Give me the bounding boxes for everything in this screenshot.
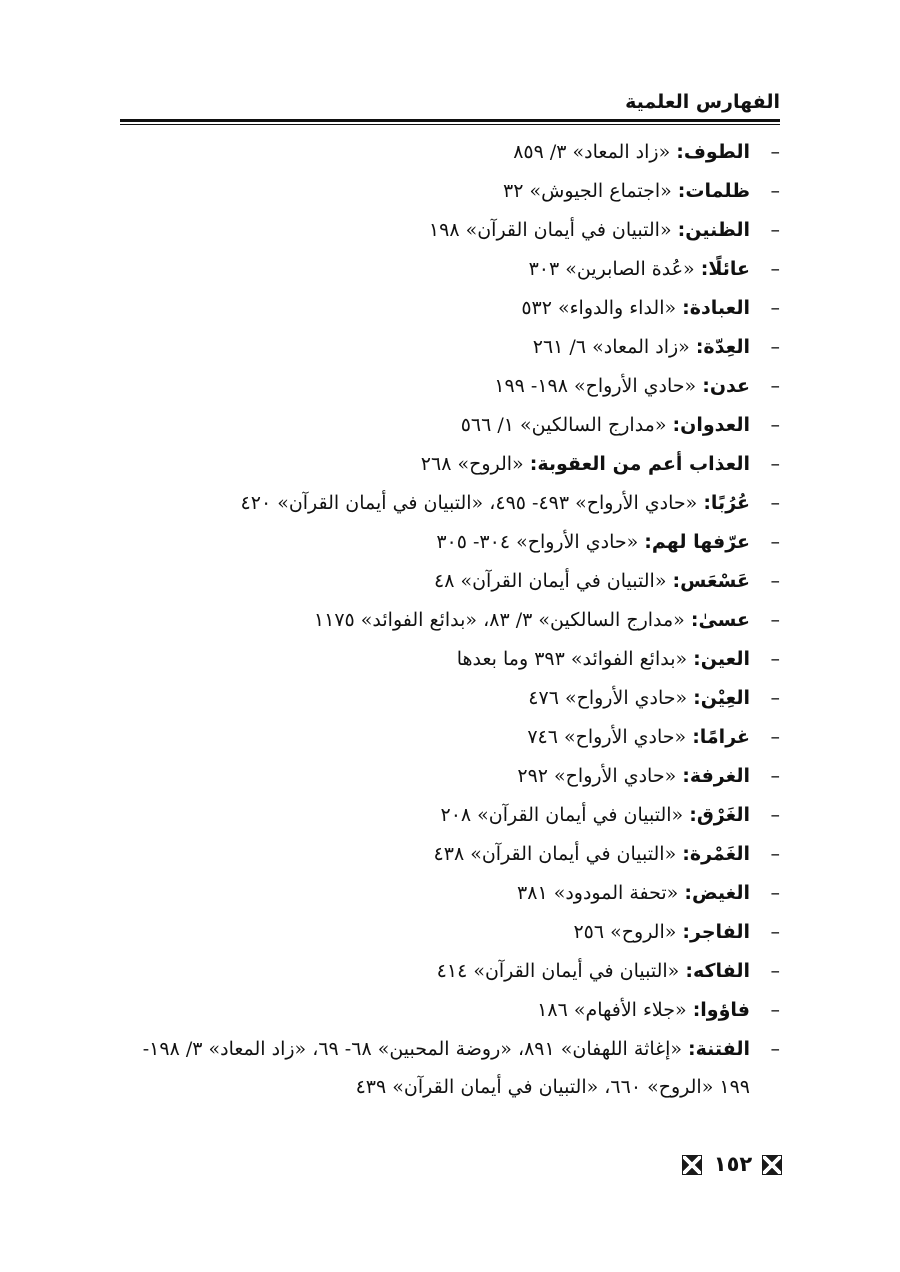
entry-dash: – — [770, 180, 780, 202]
index-entry — [110, 328, 780, 367]
entry-reference: «حادي الأرواح» ١٩٨- ١٩٩ — [494, 375, 703, 397]
entry-dash: – — [770, 297, 780, 319]
index-entry — [110, 562, 780, 601]
entry-term: عَسْعَس: — [672, 570, 750, 592]
entry-reference: «مدارج السالكين» ٣/ ٨٣، «بدائع الفوائد» ١١٧٥ — [313, 609, 691, 631]
index-entry — [110, 445, 780, 484]
entry-dash: – — [770, 336, 780, 358]
entry-reference: «زاد المعاد» ٦/ ٢٦١ — [532, 336, 696, 358]
entry-dash: – — [770, 531, 780, 553]
entry-term: فاؤوا: — [692, 999, 750, 1021]
entry-reference: «التبيان في أيمان القرآن» ٤٨ — [434, 570, 673, 592]
index-entry — [110, 211, 780, 250]
entry-dash: – — [770, 882, 780, 904]
entry-reference: «إغاثة اللهفان» ٨٩١، «روضة المحبين» ٦٨- ٦٩، «زاد المعاد» ٣/ ١٩٨- ١٩٩ «الروح» ٦٦٠، «التبيان في أيمان القرآن» ٤٣٩ — [142, 1038, 750, 1098]
entry-reference: «التبيان في أيمان القرآن» ٤١٤ — [436, 960, 686, 982]
entry-dash: – — [770, 648, 780, 670]
entry-term: الغَرْق: — [689, 804, 750, 826]
entry-term: العين: — [693, 648, 750, 670]
index-entry — [110, 991, 780, 1030]
index-entry — [110, 523, 780, 562]
entry-term: عدن: — [702, 375, 750, 397]
entry-reference: «الروح» ٢٥٦ — [573, 921, 683, 943]
entry-dash: – — [770, 921, 780, 943]
index-entry — [110, 640, 780, 679]
entry-term: عائلًا: — [700, 258, 750, 280]
entry-dash: – — [770, 960, 780, 982]
entry-dash: – — [770, 999, 780, 1021]
entry-reference: «التبيان في أيمان القرآن» ١٩٨ — [428, 219, 678, 241]
entry-dash: – — [770, 804, 780, 826]
entry-reference: «حادي الأرواح» ٢٩٢ — [517, 765, 683, 787]
index-entry — [110, 172, 780, 211]
index-entry — [110, 757, 780, 796]
entry-term: العدوان: — [672, 414, 750, 436]
entry-reference: «حادي الأرواح» ٤٧٦ — [528, 687, 694, 709]
entry-dash: – — [770, 765, 780, 787]
entry-dash: – — [770, 609, 780, 631]
entry-reference: «عُدة الصابرين» ٣٠٣ — [528, 258, 701, 280]
entry-term: عرّفها لهم: — [644, 531, 750, 553]
index-entry — [110, 874, 780, 913]
index-entry — [110, 913, 780, 952]
entry-reference: «بدائع الفوائد» ٣٩٣ وما بعدها — [456, 648, 694, 670]
header-rule-thin — [120, 124, 780, 125]
index-entry — [110, 601, 780, 640]
header-rule-thick — [120, 119, 780, 122]
entry-reference: «حادي الأرواح» ٤٩٣- ٤٩٥، «التبيان في أيمان القرآن» ٤٢٠ — [240, 492, 704, 514]
entry-reference: «حادي الأرواح» ٧٤٦ — [527, 726, 693, 748]
index-entry — [110, 718, 780, 757]
entry-reference: «زاد المعاد» ٣/ ٨٥٩ — [513, 141, 677, 163]
page-number: ١٥٢ — [713, 1152, 753, 1176]
entry-term: الفاجر: — [682, 921, 750, 943]
page-header — [120, 88, 780, 128]
entry-term: العِدّة: — [695, 336, 750, 358]
entry-dash: – — [770, 570, 780, 592]
index-entry — [110, 250, 780, 289]
entry-term: عسىٰ: — [690, 609, 750, 631]
entry-dash: – — [770, 141, 780, 163]
entry-term: العبادة: — [682, 297, 750, 319]
index-entry — [110, 952, 780, 991]
index-entry — [110, 1030, 780, 1106]
entry-term: الغيض: — [684, 882, 750, 904]
entry-term: عُرُبًا: — [703, 492, 750, 514]
entry-dash: – — [770, 843, 780, 865]
entry-reference: «التبيان في أيمان القرآن» ٤٣٨ — [433, 843, 683, 865]
entry-reference: «حادي الأرواح» ٣٠٤- ٣٠٥ — [436, 531, 645, 553]
entry-dash: – — [770, 414, 780, 436]
index-entry — [110, 367, 780, 406]
entry-dash: – — [770, 726, 780, 748]
entry-term: الغرفة: — [682, 765, 750, 787]
entry-reference: «مدارج السالكين» ١/ ٥٦٦ — [460, 414, 673, 436]
index-entry — [110, 679, 780, 718]
entry-term: الفتنة: — [688, 1038, 750, 1060]
index-entry — [110, 133, 780, 172]
page-footer — [660, 1150, 785, 1182]
ornament-icon — [762, 1155, 782, 1175]
running-header-title: الفهارس العلمية — [625, 91, 780, 113]
entry-dash: – — [770, 687, 780, 709]
entry-term: غرامًا: — [692, 726, 750, 748]
entry-reference: «الروح» ٢٦٨ — [420, 453, 530, 475]
index-entry — [110, 835, 780, 874]
entry-term: العذاب أعم من العقوبة: — [529, 453, 750, 475]
index-entry — [110, 406, 780, 445]
entry-reference: «جلاء الأفهام» ١٨٦ — [537, 999, 693, 1021]
entry-reference: «التبيان في أيمان القرآن» ٢٠٨ — [440, 804, 690, 826]
entry-term: الغَمْرة: — [682, 843, 750, 865]
entry-dash: – — [770, 258, 780, 280]
entry-term: الظنين: — [677, 219, 750, 241]
entry-term: ظلمات: — [677, 180, 750, 202]
index-entry — [110, 484, 780, 523]
entry-reference: «الداء والدواء» ٥٣٢ — [521, 297, 683, 319]
entry-term: العِيْن: — [693, 687, 750, 709]
entry-reference: «تحفة المودود» ٣٨١ — [517, 882, 685, 904]
entry-dash: – — [770, 453, 780, 475]
ornament-icon — [682, 1155, 702, 1175]
entry-dash: – — [770, 375, 780, 397]
index-entry — [110, 796, 780, 835]
index-entry-list — [110, 133, 780, 1106]
entry-dash: – — [770, 492, 780, 514]
entry-dash: – — [770, 219, 780, 241]
entry-term: الطوف: — [676, 141, 750, 163]
entry-dash: – — [770, 1038, 780, 1060]
index-entry — [110, 289, 780, 328]
entry-reference: «اجتماع الجيوش» ٣٢ — [503, 180, 678, 202]
entry-term: الفاكه: — [685, 960, 750, 982]
